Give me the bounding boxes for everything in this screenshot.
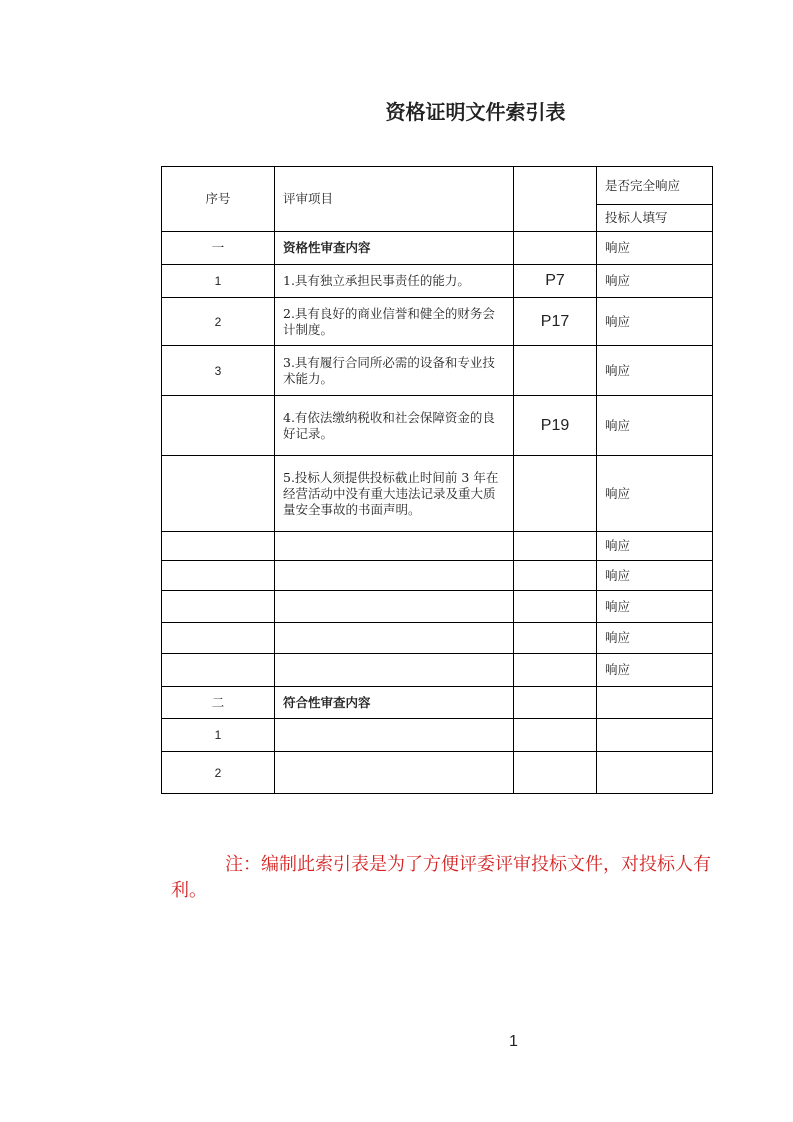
table-row — [162, 346, 713, 396]
row-response: 响应 — [597, 456, 713, 532]
row-item: 符合性审查内容 — [275, 687, 514, 719]
header-row — [162, 167, 713, 205]
table-row — [162, 456, 713, 532]
row-seq: 2 — [162, 752, 275, 794]
table-row — [162, 561, 713, 591]
row-item — [275, 623, 514, 654]
table-row — [162, 623, 713, 654]
row-response: 响应 — [597, 654, 713, 687]
row-page-ref — [514, 591, 597, 623]
table-row — [162, 232, 713, 265]
row-item: 4.有依法缴纳税收和社会保障资金的良好记录。 — [275, 396, 514, 456]
header-bidder-fill: 投标人填写 — [597, 205, 713, 232]
row-item — [275, 654, 514, 687]
row-item: 2.具有良好的商业信誉和健全的财务会计制度。 — [275, 298, 514, 346]
header-seq: 序号 — [162, 167, 275, 232]
row-page-ref: P17 — [514, 298, 597, 346]
row-response: 响应 — [597, 532, 713, 561]
row-response: 响应 — [597, 265, 713, 298]
row-item — [275, 561, 514, 591]
row-response: 响应 — [597, 561, 713, 591]
page-number: 1 — [509, 1033, 518, 1050]
row-response: 响应 — [597, 396, 713, 456]
row-item — [275, 752, 514, 794]
header-response: 是否完全响应 — [597, 167, 713, 205]
row-page-ref — [514, 719, 597, 752]
row-item: 1.具有独立承担民事责任的能力。 — [275, 265, 514, 298]
row-response: 响应 — [597, 623, 713, 654]
row-page-ref — [514, 687, 597, 719]
row-response — [597, 687, 713, 719]
table-row — [162, 396, 713, 456]
table-row — [162, 298, 713, 346]
row-seq: 1 — [162, 265, 275, 298]
table-row — [162, 719, 713, 752]
row-seq — [162, 396, 275, 456]
row-seq — [162, 456, 275, 532]
row-seq — [162, 623, 275, 654]
row-item: 5.投标人须提供投标截止时间前 3 年在经营活动中没有重大违法记录及重大质量安全事故的书面声明。 — [275, 456, 514, 532]
table-row — [162, 687, 713, 719]
note: 注：编制此索引表是为了方便评委评审投标文件，对投标人有利。 — [171, 854, 711, 901]
row-seq: 1 — [162, 719, 275, 752]
row-page-ref — [514, 752, 597, 794]
row-seq — [162, 532, 275, 561]
row-page-ref — [514, 456, 597, 532]
table-row — [162, 532, 713, 561]
row-page-ref — [514, 561, 597, 591]
row-response: 响应 — [597, 346, 713, 396]
row-item — [275, 532, 514, 561]
header-item: 评审项目 — [275, 167, 514, 232]
table-row — [162, 265, 713, 298]
row-seq — [162, 591, 275, 623]
row-page-ref — [514, 654, 597, 687]
row-page-ref: P7 — [514, 265, 597, 298]
table-row — [162, 752, 713, 794]
page-title: 资格证明文件索引表 — [385, 100, 566, 124]
row-page-ref — [514, 532, 597, 561]
row-seq — [162, 561, 275, 591]
row-response — [597, 719, 713, 752]
row-item — [275, 719, 514, 752]
row-page-ref: P19 — [514, 396, 597, 456]
row-seq: 二 — [162, 687, 275, 719]
header-page — [514, 167, 597, 232]
row-seq: 2 — [162, 298, 275, 346]
row-seq: 3 — [162, 346, 275, 396]
row-response: 响应 — [597, 591, 713, 623]
row-item — [275, 591, 514, 623]
row-item: 3.具有履行合同所必需的设备和专业技术能力。 — [275, 346, 514, 396]
row-page-ref — [514, 232, 597, 265]
row-seq — [162, 654, 275, 687]
row-response: 响应 — [597, 232, 713, 265]
table-row — [162, 654, 713, 687]
table-row — [162, 591, 713, 623]
row-page-ref — [514, 623, 597, 654]
row-response — [597, 752, 713, 794]
row-page-ref — [514, 346, 597, 396]
row-item: 资格性审查内容 — [275, 232, 514, 265]
row-seq: 一 — [162, 232, 275, 265]
row-response: 响应 — [597, 298, 713, 346]
index-table — [161, 166, 713, 794]
